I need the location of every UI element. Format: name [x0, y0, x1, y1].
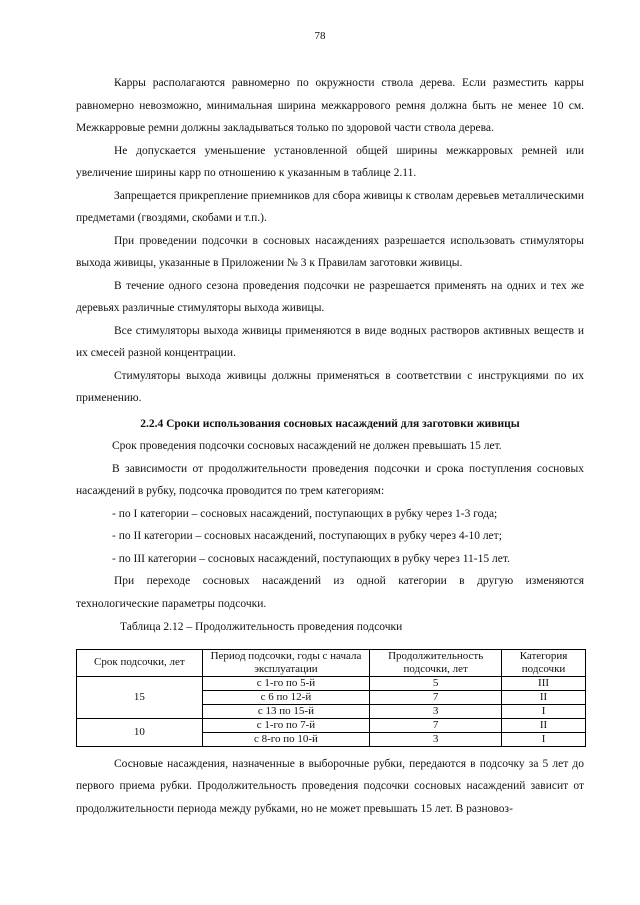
term-cell: 10 [77, 718, 203, 746]
section-heading: 2.2.4 Сроки использования сосновых насаждений для заготовки живицы [140, 417, 520, 430]
table-header: Период подсочки, годы с начала эксплуатации [202, 649, 370, 676]
paragraph: Запрещается прикрепление приемников для сбора живицы к стволам деревьев металлическими предметами (гвоздями, скобами и т.п.). [76, 189, 584, 224]
category-cell: II [502, 718, 586, 732]
duration-cell: 7 [370, 718, 502, 732]
paragraph: Не допускается уменьшение установленной общей ширины межкарровых ремней или увеличение ширины карр по отношению к указанным в таблице 2.11. [76, 144, 584, 179]
duration-table [76, 649, 586, 747]
table-row [77, 676, 586, 690]
paragraph: Карры располагаются равномерно по окружности ствола дерева. Если разместить карры равномерно невозможно, минимальная ширина межкаррового ремня должна быть не менее 10 см. Межкарровые ремни должны закладываться только по здоровой части ствола дерева. [76, 77, 584, 134]
period-cell: с 8-го по 10-й [202, 732, 370, 746]
page-content [76, 72, 584, 820]
paragraph: Стимуляторы выхода живицы должны применяться в соответствии с инструкциями по их применению. [76, 369, 584, 404]
table-caption: Таблица 2.12 – Продолжительность проведения подсочки [120, 621, 403, 633]
duration-cell: 7 [370, 690, 502, 704]
table-header: Продолжительность подсочки, лет [370, 649, 502, 676]
list-item: - по II категории – сосновых насаждений, поступающих в рубку через 4-10 лет; [112, 530, 502, 542]
category-cell: II [502, 690, 586, 704]
category-cell: I [502, 704, 586, 718]
period-cell: с 1-го по 7-й [202, 718, 370, 732]
category-cell: I [502, 732, 586, 746]
period-cell: с 13 по 15-й [202, 704, 370, 718]
paragraph: Срок проведения подсочки сосновых насаждений не должен превышать 15 лет. [112, 440, 502, 452]
list-item: - по III категории – сосновых насаждений, поступающих в рубку через 11-15 лет. [112, 552, 510, 565]
page-number: 78 [314, 30, 326, 42]
table-row [77, 718, 586, 732]
list-item: - по I категории – сосновых насаждений, поступающих в рубку через 1-3 года; [112, 507, 498, 520]
duration-cell: 5 [370, 676, 502, 690]
term-cell: 15 [77, 676, 203, 718]
table-header-row [77, 649, 586, 676]
paragraph: В зависимости от продолжительности проведения подсочки и срока поступления сосновых насаждений в рубку, подсочка проводится по трем категориям: [76, 462, 584, 497]
paragraph: При переходе сосновых насаждений из одной категории в другую изменяются технологические параметры подсочки. [76, 575, 584, 610]
period-cell: с 1-го по 5-й [202, 676, 370, 690]
paragraph: В течение одного сезона проведения подсочки не разрешается применять на одних и тех же деревьях различные стимуляторы выхода живицы. [76, 279, 584, 314]
table-header: Категория подсочки [502, 649, 586, 676]
paragraph: Все стимуляторы выхода живицы применяются в виде водных растворов активных веществ и их смесей разной концентрации. [76, 324, 584, 359]
period-cell: с 6 по 12-й [202, 690, 370, 704]
duration-cell: 3 [370, 732, 502, 746]
paragraph: Сосновые насаждения, назначенные в выборочные рубки, передаются в подсочку за 5 лет до первого приема рубки. Продолжительность проведения подсочки сосновых насаждений зависит от продолжительности периода между рубками, но не может превышать 15 лет. В разновоз- [76, 757, 584, 815]
category-cell: III [502, 676, 586, 690]
paragraph: При проведении подсочки в сосновых насаждениях разрешается использовать стимуляторы выхода живицы, указанные в Приложении № 3 к Правилам заготовки живицы. [76, 234, 584, 269]
table-header: Срок подсочки, лет [77, 649, 203, 676]
duration-cell: 3 [370, 704, 502, 718]
